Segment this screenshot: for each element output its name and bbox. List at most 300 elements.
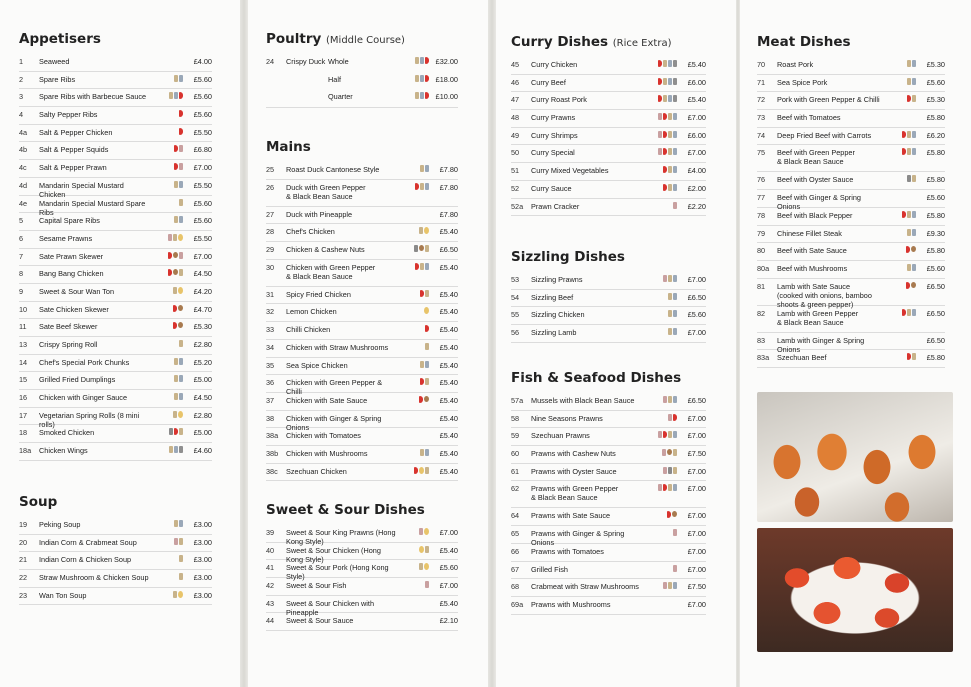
menu-item-row bbox=[19, 355, 212, 373]
item-price: £5.40 bbox=[439, 325, 458, 335]
menu-item-row bbox=[266, 304, 458, 322]
dairy-icon bbox=[420, 92, 424, 99]
allergen-icons bbox=[884, 211, 918, 218]
fish-icon bbox=[179, 252, 183, 259]
fish-icon bbox=[179, 145, 183, 152]
chilli-icon bbox=[173, 305, 177, 312]
item-name: Prawns with Mushrooms bbox=[531, 599, 611, 609]
chilli-icon bbox=[174, 428, 178, 435]
menu-item-row bbox=[266, 543, 458, 564]
curry-section bbox=[511, 34, 706, 216]
allergen-icons bbox=[151, 269, 185, 276]
chilli-icon bbox=[425, 57, 429, 64]
allergen-icons bbox=[645, 166, 679, 173]
nut-icon bbox=[178, 322, 183, 328]
gluten-icon bbox=[907, 131, 911, 138]
chilli-icon bbox=[658, 78, 662, 85]
poultry-list bbox=[266, 54, 458, 108]
item-name: Sea Spice Pork bbox=[777, 77, 828, 87]
item-name: Curry Prawns bbox=[531, 113, 576, 123]
allergen-icons bbox=[645, 310, 679, 317]
item-number: 23 bbox=[19, 590, 28, 600]
section-title: Sweet & Sour Dishes bbox=[266, 502, 425, 518]
gluten-icon bbox=[415, 75, 419, 82]
menu-item-row bbox=[757, 110, 945, 128]
egg-icon bbox=[178, 591, 183, 598]
menu-item-row bbox=[19, 588, 212, 606]
chilli-icon bbox=[663, 131, 667, 138]
item-number: 24 bbox=[266, 57, 275, 66]
item-price: £6.50 bbox=[687, 396, 706, 405]
item-number: 41 bbox=[266, 563, 275, 573]
allergen-icons bbox=[645, 202, 679, 209]
menu-item-row bbox=[19, 390, 212, 408]
chilli-icon bbox=[174, 145, 178, 152]
menu-item-row bbox=[266, 393, 458, 411]
item-name: Sweet & Sour Chicken (Hong Kong Style) bbox=[286, 545, 381, 564]
gluten-icon bbox=[668, 166, 672, 173]
item-number: 38b bbox=[266, 448, 279, 458]
dairy-icon bbox=[673, 484, 677, 491]
item-number: 17 bbox=[19, 410, 28, 420]
allergen-icons bbox=[645, 396, 679, 403]
item-number: 32 bbox=[266, 307, 275, 317]
item-name: Beef with Tomatoes bbox=[777, 113, 841, 123]
portion-label: Whole bbox=[328, 57, 349, 66]
nut-icon bbox=[178, 305, 183, 311]
allergen-icons bbox=[884, 148, 918, 155]
item-price: £7.00 bbox=[687, 466, 706, 476]
nut-icon bbox=[911, 282, 916, 288]
item-name: Nine Seasons Prawns bbox=[531, 413, 603, 423]
item-price: £7.00 bbox=[439, 581, 458, 591]
menu-item-row bbox=[511, 325, 706, 343]
appetisers-section bbox=[19, 31, 212, 461]
item-number: 10 bbox=[19, 304, 28, 314]
gluten-icon bbox=[673, 467, 677, 474]
egg-icon bbox=[424, 307, 429, 314]
item-price: £4.50 bbox=[193, 269, 212, 279]
dairy-icon bbox=[179, 358, 183, 365]
item-number: 33 bbox=[266, 325, 275, 335]
item-price: £6.00 bbox=[687, 130, 706, 140]
item-price: £4.60 bbox=[193, 446, 212, 456]
gluten-icon bbox=[425, 546, 429, 553]
item-number: 51 bbox=[511, 166, 520, 176]
item-name: Duck with Green Pepper & Black Bean Sauce bbox=[286, 182, 366, 201]
item-number: 53 bbox=[511, 275, 520, 284]
item-name: Grilled Fried Dumplings bbox=[39, 375, 116, 385]
item-price: £5.20 bbox=[193, 357, 212, 367]
page-fold bbox=[240, 0, 248, 687]
item-price: £4.50 bbox=[193, 393, 212, 403]
fish-icon bbox=[658, 431, 662, 438]
gluten-icon bbox=[179, 538, 183, 545]
poultry-section bbox=[266, 31, 458, 108]
item-number: 15 bbox=[19, 375, 28, 385]
item-name: Salt & Pepper Squids bbox=[39, 145, 109, 155]
dairy-icon bbox=[673, 166, 677, 173]
menu-item-row bbox=[757, 261, 945, 279]
item-number: 45 bbox=[511, 60, 520, 69]
item-number: 75 bbox=[757, 148, 766, 158]
gluten-icon bbox=[912, 95, 916, 102]
item-name: Sizzling Beef bbox=[531, 292, 574, 302]
menu-item-row bbox=[266, 375, 458, 397]
item-price: £6.80 bbox=[193, 145, 212, 155]
item-name: Sate Beef Skewer bbox=[39, 322, 98, 332]
menu-item-row bbox=[19, 72, 212, 90]
item-number: 55 bbox=[511, 310, 520, 320]
menu-item-row bbox=[266, 260, 458, 287]
item-number: 25 bbox=[266, 165, 275, 174]
item-name: Szechuan Prawns bbox=[531, 431, 590, 441]
item-name: Prawn Cracker bbox=[531, 201, 580, 211]
item-name: Crabmeat with Straw Mushrooms bbox=[531, 582, 639, 592]
item-name: Prawns with Sate Sauce bbox=[531, 511, 611, 521]
item-price: £5.50 bbox=[193, 180, 212, 190]
item-price: £4.00 bbox=[687, 166, 706, 176]
fish-icon bbox=[668, 414, 672, 421]
menu-item-row bbox=[266, 54, 458, 72]
item-number: 1 bbox=[19, 57, 24, 66]
menu-item-row bbox=[19, 517, 212, 535]
section-title: Poultry (Middle Course) bbox=[266, 31, 405, 47]
item-price: £3.00 bbox=[193, 537, 212, 547]
item-number: 3 bbox=[19, 92, 24, 102]
gluten-icon bbox=[907, 78, 911, 85]
allergen-icons bbox=[645, 467, 679, 474]
chilli-icon bbox=[902, 131, 906, 138]
portion-label: Quarter bbox=[328, 92, 353, 102]
item-price: £7.80 bbox=[439, 182, 458, 192]
gluten-icon bbox=[169, 446, 173, 453]
item-price: £5.80 bbox=[926, 353, 945, 363]
gluten-icon bbox=[174, 520, 178, 527]
item-name: Curry Mixed Vegetables bbox=[531, 166, 609, 176]
item-name: Lamb with Sate Sauce (cooked with onions, bamboo shoots & green pepper) bbox=[777, 281, 872, 309]
gluten-icon bbox=[668, 293, 672, 300]
item-number: 9 bbox=[19, 286, 24, 296]
menu-item-row bbox=[757, 190, 945, 212]
item-name: Beef with Sate Sauce bbox=[777, 246, 847, 256]
item-number: 35 bbox=[266, 360, 275, 370]
item-name: Indian Corn & Chicken Soup bbox=[39, 555, 132, 565]
allergen-icons bbox=[645, 293, 679, 300]
item-number: 80a bbox=[757, 263, 770, 273]
egg-icon bbox=[424, 227, 429, 234]
item-name: Beef with Ginger & Spring Onions bbox=[777, 193, 861, 212]
item-name: Prawns with Green Pepper & Black Bean Sauce bbox=[531, 484, 619, 503]
item-name: Pork with Green Pepper & Chilli bbox=[777, 95, 880, 105]
menu-item-row bbox=[511, 199, 706, 217]
item-name: Chicken with Green Pepper & Black Bean Sauce bbox=[286, 262, 376, 281]
menu-item-row bbox=[266, 560, 458, 582]
nut-icon bbox=[173, 269, 178, 275]
allergen-icons bbox=[884, 229, 918, 236]
allergen-icons bbox=[884, 264, 918, 271]
item-name: Sizzling Lamb bbox=[531, 328, 577, 338]
menu-item-row bbox=[511, 579, 706, 597]
chilli-icon bbox=[902, 148, 906, 155]
nut-icon bbox=[667, 449, 672, 455]
chilli-icon bbox=[425, 75, 429, 82]
menu-item-row bbox=[511, 307, 706, 325]
item-price: £6.50 bbox=[439, 245, 458, 255]
fish-icon bbox=[663, 396, 667, 403]
item-price: £5.30 bbox=[926, 95, 945, 105]
page-fold bbox=[488, 0, 496, 687]
item-price: £7.00 bbox=[687, 546, 706, 556]
allergen-icons bbox=[645, 60, 679, 67]
chilli-icon bbox=[663, 431, 667, 438]
allergen-icons bbox=[645, 78, 679, 85]
allergen-icons bbox=[151, 110, 185, 117]
item-name: Curry Shrimps bbox=[531, 130, 578, 140]
menu-item-row bbox=[266, 162, 458, 180]
allergen-icons bbox=[151, 538, 185, 545]
item-name: Spare Ribs bbox=[39, 74, 76, 84]
item-price: £5.40 bbox=[439, 342, 458, 352]
chilli-icon bbox=[907, 353, 911, 360]
item-name: Capital Spare Ribs bbox=[39, 216, 100, 226]
menu-item-row bbox=[511, 464, 706, 482]
pkg-icon bbox=[673, 60, 677, 67]
item-number: 44 bbox=[266, 616, 275, 626]
gluten-icon bbox=[419, 227, 423, 234]
item-price: £2.10 bbox=[439, 616, 458, 626]
item-price: £6.50 bbox=[926, 308, 945, 318]
menu-item-row bbox=[19, 535, 212, 553]
menu-item-row bbox=[511, 544, 706, 562]
item-price: £5.50 bbox=[193, 127, 212, 137]
chilli-icon bbox=[168, 252, 172, 259]
item-price: £5.60 bbox=[193, 198, 212, 208]
item-price: £4.70 bbox=[193, 304, 212, 314]
allergen-icons bbox=[884, 246, 918, 253]
item-price: £5.40 bbox=[439, 289, 458, 299]
item-price: £5.60 bbox=[926, 263, 945, 273]
sweet-sour-list bbox=[266, 525, 458, 631]
item-number: 40 bbox=[266, 545, 275, 555]
item-number: 64 bbox=[511, 511, 520, 521]
item-name: Chicken Wings bbox=[39, 446, 88, 456]
gluten-icon bbox=[668, 148, 672, 155]
item-name: Straw Mushroom & Chicken Soup bbox=[39, 573, 149, 583]
allergen-icons bbox=[884, 353, 918, 360]
menu-item-row bbox=[266, 322, 458, 340]
section-title: Soup bbox=[19, 494, 58, 510]
allergen-icons bbox=[884, 282, 918, 289]
gluten-icon bbox=[425, 467, 429, 474]
chilli-icon bbox=[907, 95, 911, 102]
item-price: £6.50 bbox=[926, 335, 945, 345]
item-price: £5.80 bbox=[926, 210, 945, 220]
fish-icon bbox=[658, 484, 662, 491]
item-number: 78 bbox=[757, 210, 766, 220]
allergen-icons bbox=[151, 340, 185, 347]
gluten-icon bbox=[174, 181, 178, 188]
menu-item-row bbox=[757, 306, 945, 333]
item-price: £5.80 bbox=[926, 246, 945, 256]
item-number: 48 bbox=[511, 113, 520, 123]
chilli-icon bbox=[658, 60, 662, 67]
gluten-icon bbox=[668, 131, 672, 138]
item-name: Curry Chicken bbox=[531, 60, 578, 69]
item-number: 14 bbox=[19, 357, 28, 367]
allergen-icons bbox=[151, 322, 185, 329]
item-name: Curry Roast Pork bbox=[531, 95, 587, 105]
item-price: £5.60 bbox=[193, 110, 212, 120]
fish-icon bbox=[663, 467, 667, 474]
menu-item-row bbox=[757, 172, 945, 190]
allergen-icons bbox=[151, 287, 185, 294]
chilli-icon bbox=[420, 290, 424, 297]
allergen-icons bbox=[884, 95, 918, 102]
item-price: £5.40 bbox=[439, 448, 458, 458]
item-name: Deep Fried Beef with Carrots bbox=[777, 130, 872, 140]
allergen-icons bbox=[645, 113, 679, 120]
dairy-icon bbox=[673, 148, 677, 155]
allergen-icons bbox=[397, 396, 431, 403]
menu-item-row bbox=[511, 110, 706, 128]
item-price: £5.60 bbox=[193, 74, 212, 84]
allergen-icons bbox=[884, 175, 918, 182]
hot-icon bbox=[169, 428, 173, 435]
dairy-icon bbox=[668, 78, 672, 85]
fish-icon bbox=[425, 581, 429, 588]
dairy-icon bbox=[673, 275, 677, 282]
section-title: Curry Dishes (Rice Extra) bbox=[511, 34, 672, 50]
gluten-icon bbox=[425, 290, 429, 297]
item-price: £7.00 bbox=[687, 113, 706, 123]
dairy-icon bbox=[425, 449, 429, 456]
item-number: 83 bbox=[757, 335, 766, 345]
allergen-icons bbox=[645, 431, 679, 438]
item-number: 62 bbox=[511, 484, 520, 494]
chilli-icon bbox=[415, 263, 419, 270]
menu-item-row bbox=[266, 358, 458, 376]
allergen-icons bbox=[645, 529, 679, 536]
item-name: Sweet & Sour Chicken with Pineapple bbox=[286, 598, 375, 617]
item-price: £7.00 bbox=[193, 163, 212, 173]
pkg-icon bbox=[673, 95, 677, 102]
gluten-icon bbox=[169, 92, 173, 99]
item-name: Mandarin Special Mustard Chicken bbox=[39, 180, 124, 199]
item-number: 4c bbox=[19, 163, 27, 173]
chilli-icon bbox=[419, 396, 423, 403]
item-number: 34 bbox=[266, 342, 275, 352]
menu-item-row bbox=[266, 72, 458, 90]
item-name: Chicken with Straw Mushrooms bbox=[286, 342, 389, 352]
allergen-icons bbox=[151, 591, 185, 598]
gluten-icon bbox=[425, 343, 429, 350]
nut-icon bbox=[173, 252, 178, 258]
item-name: Bang Bang Chicken bbox=[39, 269, 104, 279]
item-name: Chicken with Ginger & Spring Onions bbox=[286, 413, 382, 432]
dairy-icon bbox=[425, 361, 429, 368]
gluten-icon bbox=[179, 555, 183, 562]
dairy-icon bbox=[912, 264, 916, 271]
allergen-icons bbox=[151, 234, 185, 241]
item-name: Mussels with Black Bean Sauce bbox=[531, 396, 635, 405]
allergen-icons bbox=[645, 414, 679, 421]
chilli-icon bbox=[174, 163, 178, 170]
menu-item-row bbox=[511, 163, 706, 181]
menu-item-row bbox=[511, 128, 706, 146]
item-name: Prawns with Oyster Sauce bbox=[531, 466, 617, 476]
menu-item-row bbox=[511, 75, 706, 93]
item-price: £5.50 bbox=[193, 233, 212, 243]
item-number: 65 bbox=[511, 529, 520, 539]
allergen-icons bbox=[151, 252, 185, 259]
menu-item-row bbox=[19, 408, 212, 429]
allergen-icons bbox=[645, 582, 679, 589]
fish-icon bbox=[662, 449, 666, 456]
allergen-icons bbox=[397, 75, 431, 82]
section-title: Mains bbox=[266, 139, 311, 155]
item-number: 5 bbox=[19, 216, 24, 226]
menu-item-row bbox=[757, 226, 945, 244]
gluten-icon bbox=[663, 95, 667, 102]
item-number: 74 bbox=[757, 130, 766, 140]
gluten-icon bbox=[668, 582, 672, 589]
appetisers-list bbox=[19, 54, 212, 461]
item-name: Grilled Fish bbox=[531, 564, 568, 574]
egg-icon bbox=[424, 528, 429, 535]
allergen-icons bbox=[151, 358, 185, 365]
item-price: £7.00 bbox=[687, 484, 706, 494]
item-name: Chicken with Tomatoes bbox=[286, 431, 361, 441]
gluten-icon bbox=[425, 378, 429, 385]
fish-icon bbox=[658, 113, 662, 120]
gluten-icon bbox=[415, 57, 419, 64]
item-name: Salt & Pepper Chicken bbox=[39, 127, 113, 137]
dairy-icon bbox=[179, 393, 183, 400]
menu-item-row bbox=[757, 75, 945, 93]
item-number: 81 bbox=[757, 281, 766, 291]
item-name: Crispy Spring Roll bbox=[39, 340, 98, 349]
menu-item-row bbox=[19, 213, 212, 231]
menu-item-row bbox=[511, 411, 706, 429]
fish-icon bbox=[179, 163, 183, 170]
item-name: Wan Ton Soup bbox=[39, 590, 87, 600]
menu-item-row bbox=[19, 570, 212, 588]
gluten-icon bbox=[179, 269, 183, 276]
chilli-icon bbox=[179, 110, 183, 117]
item-number: 67 bbox=[511, 564, 520, 574]
meat-section bbox=[757, 34, 945, 368]
item-price: £5.80 bbox=[926, 148, 945, 158]
menu-item-row bbox=[511, 481, 706, 508]
item-name: Sate Chicken Skewer bbox=[39, 304, 109, 314]
menu-item-row bbox=[266, 224, 458, 242]
item-name: Spicy Fried Chicken bbox=[286, 289, 351, 299]
item-number: 38 bbox=[266, 413, 275, 423]
item-number: 43 bbox=[266, 598, 275, 608]
chilli-icon bbox=[663, 113, 667, 120]
dairy-icon bbox=[174, 92, 178, 99]
item-price: £3.00 bbox=[193, 573, 212, 583]
gluten-icon bbox=[907, 60, 911, 67]
dairy-icon bbox=[912, 131, 916, 138]
item-number: 56 bbox=[511, 328, 520, 338]
item-price: £5.30 bbox=[193, 322, 212, 332]
item-number: 70 bbox=[757, 60, 766, 69]
dairy-icon bbox=[668, 60, 672, 67]
item-price: £5.80 bbox=[926, 113, 945, 123]
section-title: Appetisers bbox=[19, 31, 101, 47]
